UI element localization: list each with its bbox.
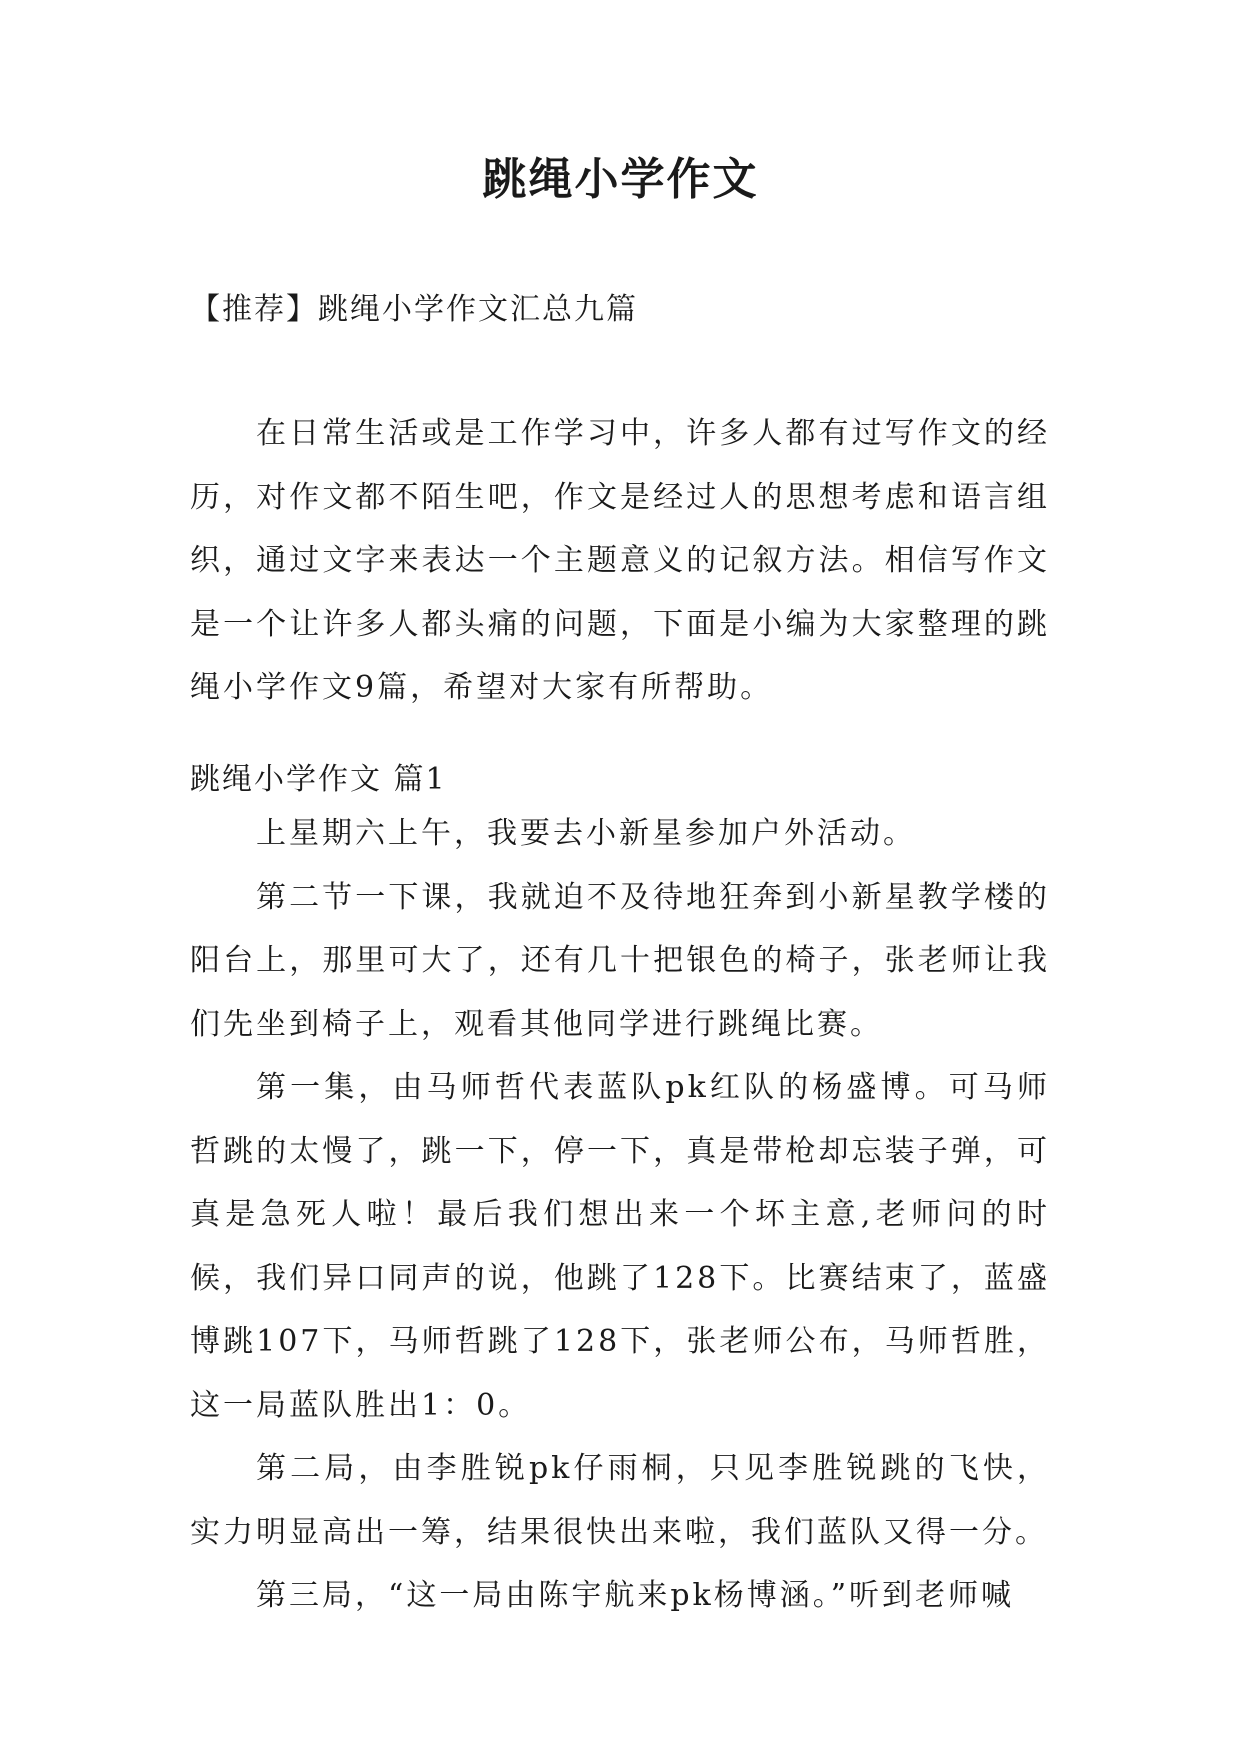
essay-paragraph-2: 第二节一下课，我就迫不及待地狂奔到小新星教学楼的阳台上，那里可大了，还有几十把银色的椅子，张老师让我们先坐到椅子上，观看其他同学进行跳绳比赛。	[190, 879, 1050, 1042]
section-heading: 跳绳小学作文 篇1	[190, 762, 447, 797]
essay-paragraph-1: 上星期六上午，我要去小新星参加户外活动。	[256, 816, 916, 851]
essay-body	[190, 802, 1050, 1628]
essay-paragraph-3: 第一集，由马师哲代表蓝队pk红队的杨盛博。可马师哲跳的太慢了，跳一下，停一下，真是带枪却忘装子弹，可真是急死人啦！最后我们想出来一个坏主意,老师问的时候，我们异口同声的说，他跳了128下。比赛结束了，蓝盛博跳107下，马师哲跳了128下，张老师公布，马师哲胜，这一局蓝队胜出1：0。	[190, 1070, 1050, 1423]
document-title: 跳绳小学作文	[482, 154, 759, 205]
essay-paragraph-5: 第三局，“这一局由陈宇航来pk杨博涵。”听到老师喊	[256, 1578, 1015, 1613]
intro-paragraph: 在日常生活或是工作学习中，许多人都有过写作文的经历，对作文都不陌生吧，作文是经过人的思想考虑和语言组织，通过文字来表达一个主题意义的记叙方法。相信写作文是一个让许多人都头痛的问题，下面是小编为大家整理的跳绳小学作文9篇，希望对大家有所帮助。	[190, 416, 1050, 705]
essay-paragraph-4: 第二局，由李胜锐pk仔雨桐，只见李胜锐跳的飞快，实力明显高出一筹，结果很快出来啦，我们蓝队又得一分。	[190, 1451, 1050, 1550]
document-subtitle: 【推荐】跳绳小学作文汇总九篇	[190, 292, 638, 327]
intro-section	[190, 402, 1050, 720]
